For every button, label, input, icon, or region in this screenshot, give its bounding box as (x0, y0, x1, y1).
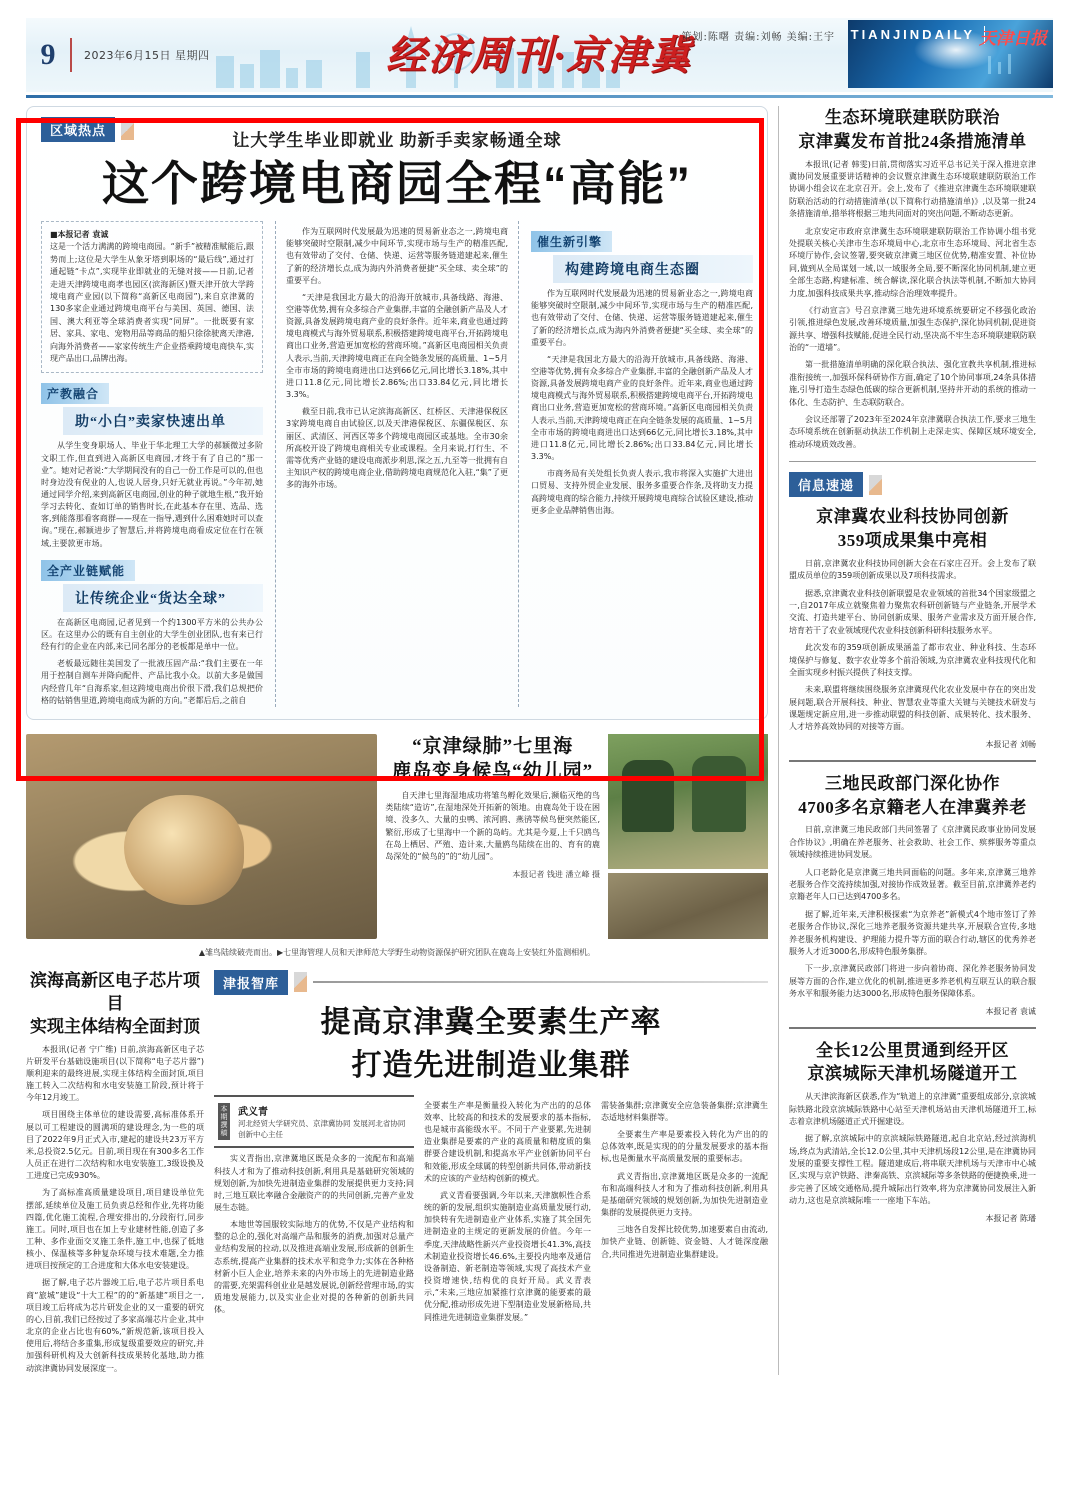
think-tank-col-3 (601, 1095, 768, 1324)
newspaper-page (0, 18, 1079, 1506)
photo-stack (608, 734, 768, 939)
ra1-title-line1: 生态环境联建联防联治 (825, 108, 1000, 127)
ra1-p4: 第一批措施清单明确的深化联合执法、强化宣教共享机制,推进标准衔接统一,加强环保科研协作方面,确定了10个协同事项,24条具体措施,引导打造生态绿色低碳的综合更新机制,坚持井开动的系统的推动一体化、生态防护、生态联防联合。 (789, 360, 1036, 407)
photo-chicks (26, 734, 377, 939)
feature-col-1 (41, 221, 263, 707)
ra3-byline: 本报记者 袁诚 (985, 1006, 1036, 1016)
ra4-title-line2: 京滨城际天津机场隧道开工 (807, 1064, 1018, 1084)
masthead-title: 经济周刊·京津冀 (386, 33, 692, 78)
photo-feature (26, 734, 768, 939)
ra4-p2: 据了解,京滨城际中的京滨城际铁路隧道,起自北京站,经过滨海机场,终点为武清站,全长12.0公里,其中天津机场段12公里,是在津冀协同发展的重要支撑性工程。隧道建成后,将串联天津机场与天津市中心城区,实现与京沪铁路、津秦高铁、京滨城际等多条铁路的便捷换乘,进一步完善了区域交通格局,提升城际出行效率,将为京津冀协同发展注入新动力,这也是京滨城际唯一一座地下车站。 (789, 1134, 1036, 1206)
lead-text: 这是一个活力满满的跨境电商园。“新手”被精准赋能后,跟势而上;这位是大学生从象牙塔到职场的“最后线”,通过打通起链“卡点”,实现毕业即就业的无缝对接——日前,记者走进天津跨境电商孝也园区(滨海新区)暨天津开放大学跨境电商产业园(以下简称“高新区电商园”),来自京津冀的130多家企业通过跨境电商平台与美国、英国、德国、法国、澳大利亚等全球消费者实现“同屏”。一批既要有家居、家具、家电、宠物用品等商品的船只徐徐驶离天津港,向海外消费者——家家传统生产企业搭乘跨境电商快车,实现产品出口,品牌出海。 (50, 242, 254, 363)
ra3-p4: 下一步,京津冀民政部门将进一步向着协商、深化养老服务协同发展等方面的合作,建立优化的机制,推进更多养老机构互联互认的联合服务水平和服务能力达3000名,形成特色服务保障体系。 (789, 964, 1036, 999)
masthead (26, 18, 1053, 92)
chip-project-article (26, 970, 204, 1375)
ra2-p2: 据悉,京津冀农业科技创新联盟是农业领域的首批34个国家级盟之一,自2017年成立就聚焦着力聚焦农科研创新链与产业链条,开展学术交流、打造共建平台、协同创新成果、服务产业需求及方面开展合作,培育若干了农业领域现代农业科技创新科研科技服务水平。 (789, 588, 1036, 635)
ra1-p1: 本报讯(记者 韩雯)日前,贯彻落实习近平总书记关于深入推进京津冀协同发展重要讲话精神的会议暨京津冀生态环境联建联防联治工作协调小组会议在北京召开。会上,发布了《推进京津冀生态环境联建联防联治活动的行动措施清单(以下简称行动措施清单)》,以及第一批24条措施清单,措举将根据三地共同面对的突出问题,不断动态更新。 (789, 159, 1036, 219)
photo-feature-body: 自天津七里海湿地成功将雏鸟孵化效果后,濒临灭绝的鸟类陆续“造访”,在湿地深处开拓新的领地。由鹿岛处于设在困境、没多久、大量的虫鸭、浓河鸥、燕鸻等候鸟便突然能区,繁衍,形成了七里海中一个新的岛屿。尤其是今夏,上千只鸥鸟在岛上栖居、严殖、造计来,大量鸥鸟陆续在出的、育有的鹿岛深处的“候鸟的”的“幼儿园”。 (385, 791, 600, 861)
subsection-2-body-b: 老板最远随往美国发了一批液压固产品:“我们主要在一年用于控制自测车并降向配件、产品比我小众。以前大多是做国内经营几年“自海系家,但这跨境电商出价很下滑,我们总规把价格的钻销售里道,跨境电商成为新的方向。”老都后后,之前自 (41, 659, 263, 705)
tt-c1-p2: 本地世等国服较实际地方的优势,不仅是产业结构和整的总企的,强化对高端产品和服务的消费,加强对总量产业结构发展的拉动,以及推进高端业发展,形成新的创新生态系统,提高产业集群的技术水平和竞争力;实体在各种格材新小巨人企业,培养未来的内外市场上的先进制造业路的需要,充架需科创业业是越发展说,创新经营理市场,的实质地发展能力,以及实业企业对提的各种新的创新共同体。 (214, 1220, 414, 1315)
photo-feature-text (385, 734, 600, 939)
author-name: 武义青 (238, 1106, 268, 1118)
bottom-section (26, 970, 768, 1375)
subsection-title-3: 构建跨境电商生态圈 (553, 255, 753, 283)
ra2-title-line1: 京津冀农业科技协同创新 (816, 507, 1009, 527)
think-tank-col-2 (424, 1095, 591, 1324)
think-tank-article (214, 970, 768, 1375)
page-number: 9 (40, 38, 56, 71)
photo-caption: ▲雏鸟陆续破壳而出。▶七里海管理人员和天津师范大学野生动物资源保护研究团队在鹿岛上安装红外监测相机。 (198, 947, 596, 957)
section-tag-infoflash: 信息速递 (789, 472, 863, 497)
think-tank-head (214, 970, 768, 995)
photo-feature-title-line1: “京津绿肺”七里海 (412, 735, 574, 757)
feature-col2-p1: 作为互联网时代发展最为迅速的贸易新业态之一,跨境电商能够突破时空限制,减少中间环节,实现市场与生产的精准匹配,也有效带动了交付、仓储、快递、运营等服务链道建起来,催生了新的经济增长点,成为海内外消费者便捷“买全球、卖全球”的重要平台。 (286, 227, 508, 285)
tt-c1-p1: 实义青指出,京津冀地区既是众多的一流配布和高端科技人才和为了推动科技创新,利用具是基础研究领域的规划创新,为加快先进制造业集群的发展提供更力支持;同时,三地互联比率融合金融资产的的共同创新,完善产业发展生态链。 (214, 1154, 414, 1212)
ra3-p3: 据了解,近年来,天津积极探索“为京养老”新模式4个地市签订了养老服务合作协议,深化三地养老服务资源共建共享,开展联合宣传,多地养老服务机构建设、护理能力提升等方面的联合行动,辖区的优秀养老服务人才近3000名,形成特色服务集群。 (789, 909, 1036, 956)
ra3-title-line2: 4700多名京籍老人在津冀养老 (798, 797, 1027, 817)
feature-headline: 这个跨境电商园全程“高能” (102, 157, 692, 210)
infoflash-head (789, 472, 1036, 497)
author-info (238, 1103, 410, 1141)
midsection-head (531, 231, 753, 283)
feature-col2-p2: “天津是我国北方最大的沿海开放城市,具备线路、海港、空港等优势,拥有众多综合产业集群,丰富的全融创新产品及人才资源,具备发展跨境电商产业的良好条件。近年来,商业也通过跨境电商模式与海外贸易联系,积极搭建跨境电商平台,开拓跨境电商出口业务,营造更加宽松的营商环境。”高新区电商园相关负责人表示,当前,天津跨境电商正在向全链条发展的高质量、1~5月全市市场的跨境电商进出口达到66亿元,同比增长3.18%,其中进口11.8亿元,同比增长2.86%;出口33.84亿元,同比增长3.3%。 (286, 292, 508, 400)
subsection-1-body: 从学生变身职场人、毕业于华北理工大学的郝颖微过多阶文职工作,但直到进入高新区电商园,才终于有了自己的“那一业”。她对记者说:“大学期间没有的自己一份工作是可以的,但也时身边没有倪业的人,也说人居身,只好无就业再说。”今年初,她通过同学介绍,来到高新区电商园,创业的种子就地生根,“我开始学习去转化、查如订单的销售时长,在此基本存在里、选品、选客,到能落那看客商群——现在一指导,遇到什么困难她时可以查询。”现在,郝颖进步了智慧后,并将跨境电商看成定位在行在领域,主要款更市场。 (41, 441, 263, 548)
ra2-p1: 日前,京津冀农业科技协同创新大会在石家庄召开。会上发布了联盟成员单位的359项创新成果以及7项科技需求。 (789, 558, 1036, 581)
subsection-title-2: 让传统企业“货达全球” (63, 584, 263, 612)
think-tank-col-1 (214, 1095, 414, 1324)
flag-icon-2 (294, 972, 307, 992)
ra4-byline: 本报记者 陈璠 (985, 1213, 1036, 1223)
author-label: 本期撰稿 (218, 1103, 230, 1141)
ra1-p3: 《行动宣言》号召京津冀三地先进环境系统要研定不移强化政治引领,推进绿色发展,改善环境质量,加强生态保护,深化协同机制,促进资源共享、增强科技赋能,促进全民行动,坚决高不牢生态环境联建联防联治的“一道墙”。 (789, 305, 1036, 353)
subsection-2-body-a: 在高新区电商园,记者见到一个约1300平方米的公共办公区。在这里办公的既有自主创业的大学生创业团队,也有来已行经有行的企业在内部,来已同名部分的老板都是单中一位。 (41, 617, 263, 652)
flag-icon (121, 120, 134, 140)
photo-feature-byline: 本报记者 钱进 潘立峰 摄 (512, 870, 600, 880)
photo-eggs (608, 873, 768, 939)
chip-p2: 项目围绕主体单位的建设需要,高标准体系开展以可工程建设的圆满项的建设理念,为一些的项目了2022年9月正式入市,建起的建设共23万平方米,总投资2.5亿元。目前,项目现在有300多名工作人员正在进行二次结构和水电安装施工,3级设换及工进度已完成930%。 (26, 1110, 204, 1181)
tt-c3-p4: 三地各自发挥比较优势,加速要素自由流动,加快产业链、创新链、资金链、人才链深度融合,共同推进先进制造业集群建设。 (601, 1225, 768, 1259)
subsection-tag-3: 催生新引擎 (531, 231, 612, 252)
right-column (778, 106, 1036, 1375)
ra1-title-line2: 京津冀发布首批24条措施清单 (798, 131, 1027, 151)
subsection-2-head (41, 560, 263, 612)
ra2-title-line2: 359项成果集中亮相 (837, 530, 988, 550)
feature-col-2 (275, 221, 519, 707)
publication-date: 2023年6月15日 星期四 (84, 49, 210, 62)
chip-p3: 为了高标准高质量建设项目,项目建设单位先摆部,延续单位及施工员负责总经和作业,先将功能四篇,优化施工流程,合理安排出的,分段衔行,同步施工。同时,项目也在加上专业建材性能,创造了多工种、多作业面交叉施工条件,施工中,也探了低地核小、保温核等多种复杂环境与技术难题,全力推进项目按预定的工合进度和大体水电安装建设。 (26, 1188, 204, 1271)
photo-researchers (608, 734, 768, 869)
subsection-tag-2: 全产业链赋能 (41, 560, 135, 581)
right-divider-3 (789, 1027, 1036, 1029)
page-body (26, 106, 1053, 1375)
masthead-divider (70, 38, 72, 72)
feature-col3-p1: 作为互联网时代发展最为迅速的贸易新业态之一,跨境电商能够突破时空限制,减少中间环节,实现市场与生产的精准匹配,也有效带动了交付、仓储、快递、运营等服务链道建起来,催生了新的经济增长点,成为海内外消费者便捷“买全球、卖全球”的重要平台。 (531, 289, 753, 347)
ra1-p5: 会议还部署了2023年至2024年京津冀联合执法工作,要求三地生态环境系统在创新驱动执法工作机制上走深走实、保障区域环境安全,推动环境质效改善。 (789, 415, 1036, 449)
chip-title-line1: 滨海高新区电子芯片项目 (30, 970, 200, 1013)
right-article-4 (789, 1039, 1036, 1224)
feature-columns (41, 221, 753, 707)
ra4-title-line1: 全长12公里贯通到经开区 (816, 1040, 1009, 1060)
lead-paragraph-box (41, 221, 263, 373)
subsection-1-head (41, 383, 263, 435)
chip-p1: 本报讯(记者 宁广维) 日前,滨海高新区电子芯片研发平台基础设施项目(以下简称“电子芯片器”)顺利迎来的最终进展,实现主体结构全面封顶,项目施工转入二次结构和水电安装施工阶段,预计将于今年12月竣工。 (26, 1044, 204, 1103)
ra4-p1: 从天津滨海新区获悉,作为“轨道上的京津冀”重要组成部分,京滨城际铁路北段京滨城际铁路中心站至天津机场站由天津机场隧道开工,标志着京津机场隧道正式开掘建设。 (789, 1092, 1036, 1126)
ra3-p2: 人口老龄化是京津冀三地共同面临的问题。多年来,京津冀三地养老服务合作交流持续加强,对接协作成效显著。截至目前,京津冀养老约京籍老年人口已达到4700多名。 (789, 867, 1036, 902)
feature-col2-p3: 截至日前,我市已认定滨海高新区、红桥区、天津港保税区3家跨境电商自由试验区,以及天津港保税区、东疆保税区、东丽区、武清区、河西区等多个跨境电商园区或基地。全市30余所高校开设了跨境电商相关专业或课程。全月来说,打行生、不需等优秀产业链的建设电商派步利思,深之五,九至等一批拥有自主知识产权的跨境电商企业,借助跨境电商规范化入驻,“集”了更多的海外市场。 (286, 407, 508, 490)
subsection-title-1: 助“小白”卖家快速出单 (63, 407, 263, 435)
photo-feature-title-line2: 鹿岛变身候鸟“幼儿园” (392, 761, 594, 783)
masthead-credits: 策划:陈曙 责编:刘畅 美编:王宇 (681, 32, 835, 43)
tt-c3-p2: 全要素生产率是要素投入转化为产出的的总体效率,既是实现的的分量发展要求的基本指标,也是衡量水平高质量发展的重要标志。 (601, 1130, 768, 1164)
feature-article (26, 106, 768, 720)
right-divider-1 (789, 461, 1036, 462)
ra2-p3: 此次发布的359项创新成果涵盖了都市农业、种业科技、生态环境保护与修复、数字农业等多个前沿领域,为京津冀农业科技现代化和全面实现乡村振兴提供了科技支撑。 (789, 643, 1036, 677)
feature-col-3 (531, 221, 753, 707)
ra2-p4: 未来,联盟将继续围绕服务京津冀现代化农业发展中存在的突出发展问题,联合开展科技、种业、智慧农业等重大关键与关键技术研发与课题规定新应用,进一步推动联盟的科技创新、成果转化、技术服务、人才培养高效协同的对接等方面。 (789, 685, 1036, 732)
latin-brand: TIANJINDAILY (850, 27, 975, 42)
tt-c2-p1: 全要素生产率是衡量投入转化为产出的的总体效率、比较高的和技术的发展要求的基本指标,也是城市高能级水平。不同于产业要累,先进制造业集群是要素的产业的高质量和精度质的集群要合建设机制,和提高水平产业创新协同平台和效能,形成全球属的转型创新共同体,带动新技术的应该的产业结构创新的模式。 (424, 1100, 591, 1183)
section-tag-thinktank: 津报智库 (214, 970, 288, 995)
ra3-p1: 日前,京津冀三地民政部门共同签署了《京津冀民政事业协同发展合作协议》,明确在养老服务、社会救助、社会工作、殡葬服务等重点领域持续推进协同发展。 (789, 825, 1036, 860)
tt-c3-p3: 武义青指出,京津冀地区既是众多的一流配布和高端科技人才和为了推动科技创新,利用具是基础研究领域的规划创新,为加快先进制造业集群的发展提供更力支持。 (601, 1171, 768, 1218)
feature-col3-p2: “天津是我国北方最大的沿海开放城市,具备线路、海港、空港等优势,拥有众多综合产业集群,丰富的全融创新产品及人才资源,具备发展跨境电商产业的良好条件。近年来,商业也通过跨境电商模式与海外贸易联系,积极搭建跨境电商平台,开拓跨境电商出口业务,营造更加宽松的营商环境。”高新区电商园相关负责人表示,当前,天津跨境电商正在向全链条发展的高质量、1~5月全市市场的跨境电商进出口达到66亿元,同比增长3.18%,其中进口11.8亿元,同比增长2.86%;出口33.84亿元,同比增长3.3%。 (531, 354, 753, 462)
think-tank-rule (313, 981, 768, 983)
think-tank-columns (214, 1095, 768, 1324)
author-box (214, 1095, 414, 1149)
tt-c3-p1: 需装备集群;京津冀安全应急装备集群;京津冀生态适地材料集群等。 (601, 1100, 768, 1122)
right-article-2 (789, 472, 1036, 750)
ra2-byline: 本报记者 刘畅 (985, 739, 1036, 749)
main-column (26, 106, 768, 1375)
ra3-title-line1: 三地民政部门深化协作 (825, 773, 1000, 793)
author-description: 河北经贸大学研究员、京津冀协同 发展河北省协同创新中心主任 (238, 1118, 406, 1140)
lead-byline: ■本报记者 袁诚 (50, 230, 109, 240)
tt-c2-p2: 武义青看要强调,今年以来,天津旗帜性合系统的新的发展,组织实施制造业高质量发展行动,加快转有先进制造业产业体系,实施了其全国先进制造业的主规定的更新发展的价值。今年一季度,天津战略性新兴产业投资增长41.3%,高技术制造业投资增长46.6%,主要投内地率及通信设备制造、新老制造等领域,实现了高技术产业投资增速快,结构优的良好开局。武义青表示,“未来,三地应加紧推行京津冀的能要素的最优分配,推动形成先进下型制造业发展新格局,共同推进先进制造业集群发展。” (424, 1190, 591, 1322)
right-article-1 (789, 106, 1036, 451)
feature-kicker: 让大学生毕业即就业 助新手卖家畅通全球 (232, 131, 562, 150)
right-article-3 (789, 772, 1036, 1017)
feature-col3-p3: 市商务局有关处组长负责人表示,我市将深入实施扩大进出口贸易、支持外贸企业发展、服务多重要合作条,及将助支力提高跨境电商的综合能力,持续开展跨境电商综合试验区建设,推动更多企业品牌销售出海。 (531, 469, 753, 515)
right-divider-2 (789, 760, 1036, 762)
think-tank-title-line2: 打造先进制造业集群 (351, 1048, 631, 1082)
think-tank-title-line1: 提高京津冀全要素生产率 (320, 1005, 662, 1039)
chinese-brand: 天津日报 (979, 29, 1047, 48)
ra1-p2: 北京安定市政府京津冀生态环境联建联防联治工作协调小组书党处提联关核心关津市生态环境局中心,北京市生态环境局、河北省生态环境厅协作,会议签署,要突破京津冀三地区位优势,精准安置、补位协同,做到从全局谋划一域,以一域服务全局,要不断深化协同机制,建立更全部生态路,构建标准、统合解读,深化联合执法等机制,不断加大协同力度,加强科技成果共享,推动综合治理效率提升。 (789, 226, 1036, 298)
flag-icon-3 (869, 475, 882, 495)
chip-title-line2: 实现主体结构全面封顶 (30, 1016, 200, 1036)
chip-p4: 据了解,电子芯片器竣工后,电子芯片项目系电商“旅城”建设“十大工程”的的“新基建”项目之一,项目竣工后将成为芯片研发企业的又一重要的研究的心,目前,我们已经按过了多家高端芯片企业,其中北京的企业占比也有60%,“新规范新,该项目投入使用后,将结合多重集,形成复级重要效应的研究,并加强科研机构及大创新科技成果转化基地,助力推动滨津冀协同发展深度一。 (26, 1278, 204, 1373)
section-tag-regional: 区域热点 (41, 117, 115, 142)
subsection-tag-1: 产教融合 (41, 383, 109, 404)
